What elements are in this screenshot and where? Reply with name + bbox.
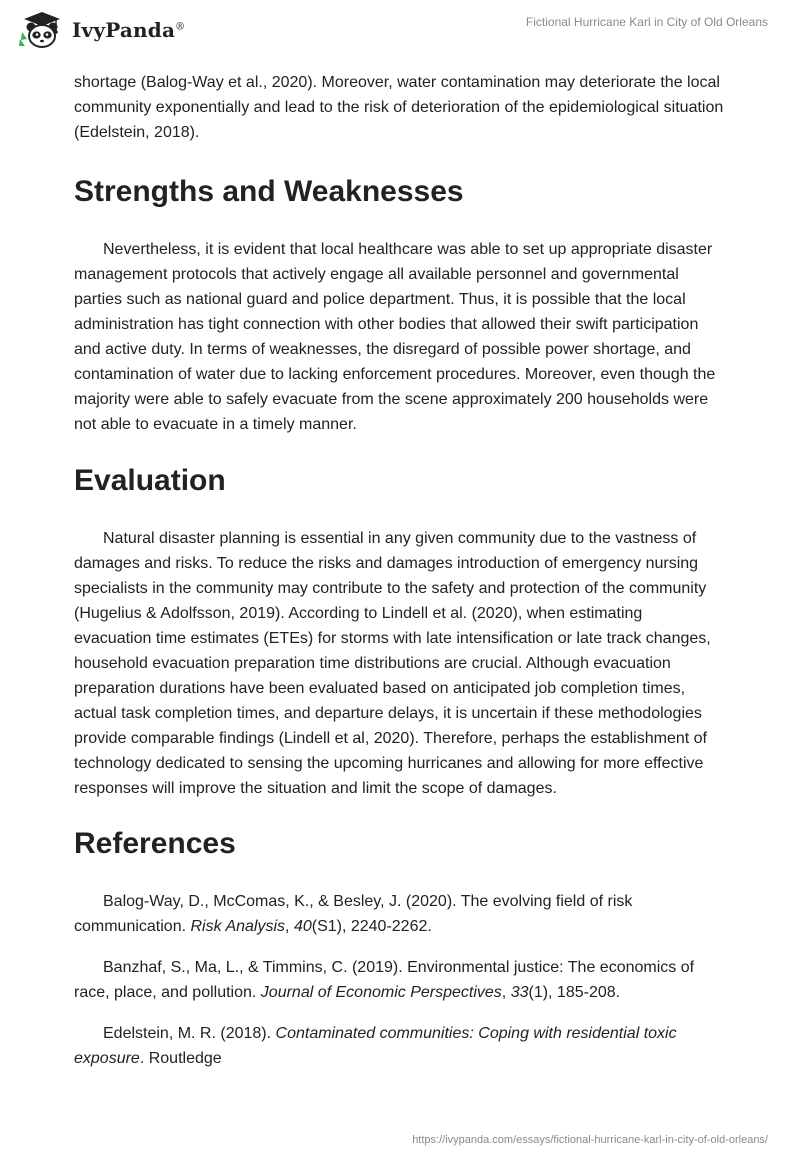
trademark-mark: ® (175, 21, 186, 33)
references-heading: References (74, 827, 236, 860)
brand-name: IvyPanda® (72, 18, 186, 42)
essay-content (74, 70, 724, 1087)
reference-item: Balog-Way, D., McComas, K., & Besley, J. (2020). The evolving field of risk communication. Risk Analysis, 40(S1), 2240-2262. (74, 893, 633, 935)
evaluation-heading: Evaluation (74, 464, 226, 497)
evaluation-paragraph: Natural disaster planning is essential in any given community due to the vastness of damages and risks. To reduce the risks and damages introduction of emergency nursing specialists in the community may contribute to the safety and protection of the community (Hugelius & Adolfsson, 2019). According to Lindell et al. (2020), when estimating evacuation time estimates (ETEs) for storms with late intensification or late track changes, household evacuation preparation time distributions are crucial. Although evacuation preparation durations have been evaluated based on anticipated job completion times, actual task completion times, and departure delays, it is uncertain if these methodologies provide comparable findings (Lindell et al, 2020). Therefore, perhaps the establishment of technology dedicated to sensing the upcoming hurricanes and allowing for more effective responses will improve the situation and limit the scope of damages. (74, 530, 711, 797)
reference-item: Banzhaf, S., Ma, L., & Timmins, C. (2019). Environmental justice: The economics of race, place, and pollution. Journal of Economic Perspectives, 33(1), 185-208. (74, 959, 695, 1001)
strengths-paragraph: Nevertheless, it is evident that local healthcare was able to set up appropriate disaster management protocols that actively engage all available personnel and governmental parties such as national guard and police department. Thus, it is possible that the local administration has tight connection with other bodies that allowed their swift participation and active duty. In terms of weaknesses, the disregard of possible power shortage, and contamination of water due to lacking enforcement procedures. Moreover, even though the majority were able to safely evacuate from the scene approximately 200 households were not able to evacuate in a timely manner. (74, 241, 716, 433)
source-url[interactable]: https://ivypanda.com/essays/fictional-hurricane-karl-in-city-of-old-orleans/ (412, 1134, 768, 1146)
document-title: Fictional Hurricane Karl in City of Old Orleans (525, 15, 768, 29)
panda-graduate-icon (16, 10, 68, 50)
strengths-heading: Strengths and Weaknesses (74, 175, 464, 208)
intro-continuation-paragraph: shortage (Balog-Way et al., 2020). Moreover, water contamination may deteriorate the local community exponentially and lead to the risk of deterioration of the epidemiological situation (Edelstein, 2018). (74, 74, 724, 141)
reference-item: Edelstein, M. R. (2018). Contaminated communities: Coping with residential toxic exposure. Routledge (74, 1025, 677, 1067)
brand-logo[interactable] (16, 10, 185, 50)
